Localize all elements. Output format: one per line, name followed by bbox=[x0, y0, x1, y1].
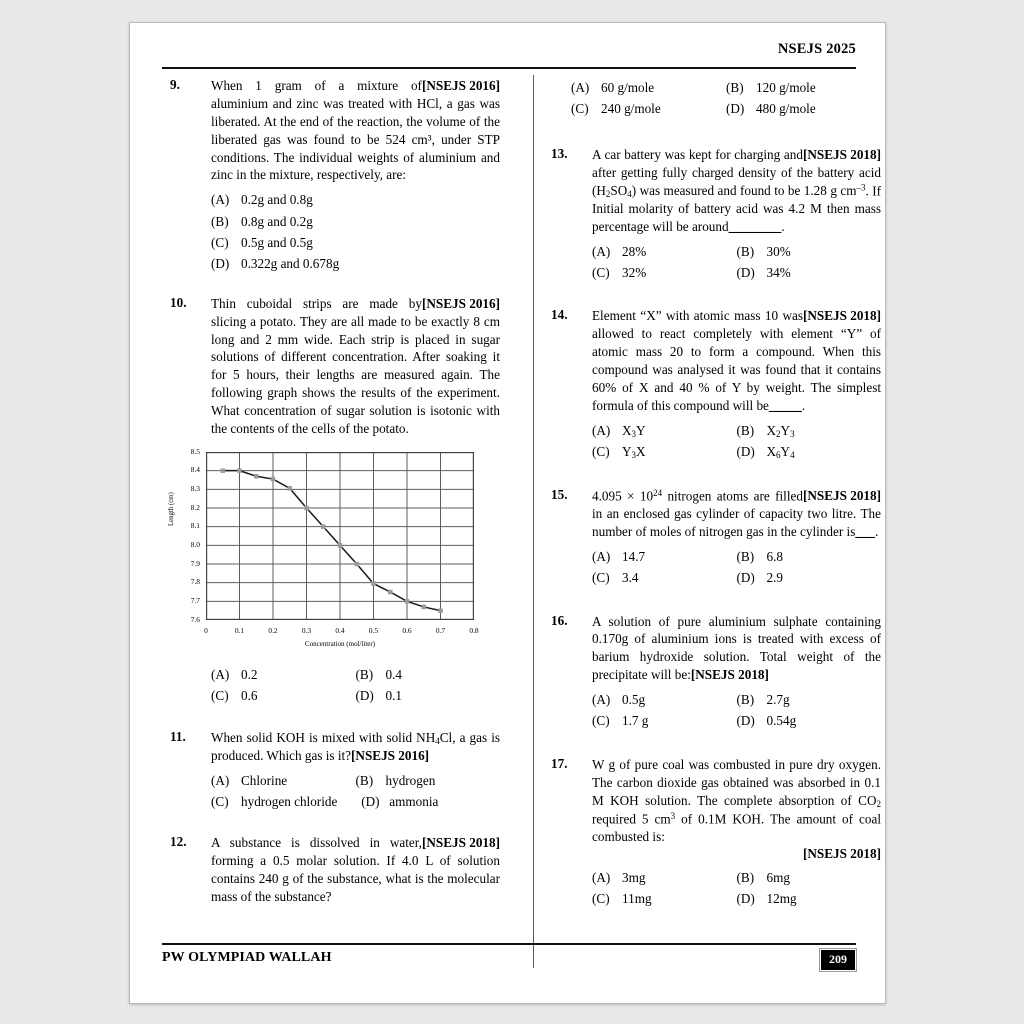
option-a[interactable] bbox=[592, 546, 737, 567]
option-text: 28% bbox=[622, 243, 647, 259]
option-key: (C) bbox=[211, 235, 229, 250]
options-list bbox=[592, 867, 881, 910]
option-row bbox=[592, 441, 881, 463]
exam-tag: [NSEJS 2018] bbox=[802, 146, 881, 162]
answer-blank: _____ bbox=[768, 397, 802, 413]
option-key: (A) bbox=[592, 548, 611, 564]
question-14 bbox=[551, 307, 881, 462]
question-12 bbox=[170, 834, 500, 906]
option-row bbox=[211, 685, 500, 706]
chart-y-tick-label: 7.9 bbox=[190, 558, 200, 568]
option-key: (B) bbox=[736, 869, 755, 885]
question-body-part1: W g of pure coal was combusted in pure dry oxygen. The carbon dioxide gas obtained was absorbed in 0.1 M KOH solution. The complete absorption of CO bbox=[592, 756, 881, 808]
option-key: (A) bbox=[571, 80, 590, 95]
option-row bbox=[592, 888, 881, 909]
question-text bbox=[211, 295, 500, 438]
question-body-text: Thin cuboidal strips are made by slicing a potato. They are all made to be exactly 8 cm long and 2 mm wide. Each strip is placed in sugar solutions of different concentration. After soaking it for 5 hours, their lengths are measured again. The following graph shows the results of the experiment. What concentration of sugar solution is isotonic with the contents of the cells of the potato. bbox=[211, 295, 500, 436]
exponent: 24 bbox=[653, 487, 663, 498]
question-body-text-part1: When solid KOH is mixed with solid NH bbox=[211, 729, 436, 745]
option-text: 120 g/mole bbox=[756, 80, 816, 95]
page-title: NSEJS 2025 bbox=[777, 41, 856, 57]
option-row bbox=[592, 867, 881, 888]
options-list bbox=[592, 420, 881, 463]
question-body-text: A solution of pure aluminium sulphate containing 0.170g of aluminium ions is treated with excess of barium hydroxide solution. Total weight of the precipitate will be: bbox=[592, 613, 881, 683]
exam-tag: [NSEJS 2018] bbox=[802, 845, 881, 861]
exam-tag: [NSEJS 2016] bbox=[421, 295, 500, 311]
option-key: (B) bbox=[736, 243, 755, 259]
question-number: 13. bbox=[551, 145, 568, 161]
question-17 bbox=[551, 756, 881, 910]
question-number: 9. bbox=[170, 77, 180, 92]
option-text: hydrogen bbox=[385, 772, 436, 788]
option-key: (D) bbox=[726, 101, 745, 117]
question-body-part3: of 0.1M KOH. The amount of coal combusted is: bbox=[592, 810, 882, 844]
option-key: (C) bbox=[211, 688, 229, 704]
option-a[interactable] bbox=[211, 770, 356, 791]
option-b[interactable] bbox=[737, 867, 882, 888]
option-d[interactable] bbox=[356, 685, 501, 706]
option-key: (C) bbox=[592, 265, 610, 281]
option-key: (D) bbox=[736, 713, 755, 729]
option-row bbox=[211, 770, 500, 791]
question-11 bbox=[170, 729, 500, 813]
chart-plot-area bbox=[206, 452, 474, 620]
option-key: (D) bbox=[736, 890, 755, 906]
exam-tag: [NSEJS 2018] bbox=[690, 667, 769, 683]
question-number: 12. bbox=[170, 834, 187, 850]
option-a[interactable] bbox=[211, 664, 356, 685]
question-body-line2: . If Initial molarity of battery acid was 4.2 M then mass percentage will be around bbox=[592, 182, 881, 234]
question-text bbox=[592, 146, 881, 236]
formula-subscript: 4 bbox=[627, 188, 632, 199]
option-c[interactable] bbox=[592, 888, 737, 909]
option-b[interactable] bbox=[737, 689, 882, 710]
footer-brand: PW OLYMPIAD WALLAH bbox=[162, 950, 332, 965]
header-divider bbox=[162, 67, 856, 69]
question-9 bbox=[170, 77, 500, 275]
option-text: 0.54g bbox=[766, 713, 797, 729]
option-row bbox=[592, 546, 881, 567]
option-row bbox=[592, 710, 881, 731]
option-key: (D) bbox=[361, 793, 380, 809]
answer-blank: ________ bbox=[728, 218, 782, 234]
option-key: (A) bbox=[211, 772, 230, 788]
formula-superscript: –3 bbox=[856, 182, 866, 193]
option-key: (D) bbox=[736, 265, 755, 281]
options-list bbox=[211, 664, 500, 707]
option-key: (A) bbox=[211, 666, 230, 682]
option-text: 0.6 bbox=[241, 688, 258, 704]
column-divider bbox=[533, 75, 534, 968]
option-key: (A) bbox=[592, 692, 611, 707]
question-number: 15. bbox=[551, 486, 568, 502]
option-text: 30% bbox=[766, 243, 791, 259]
option-d[interactable] bbox=[737, 262, 882, 283]
option-text: 32% bbox=[622, 265, 647, 281]
option-a[interactable] bbox=[571, 77, 726, 98]
formula-h2so4: $(H_2SO_4)$ was measured and found to be 1.28 g $cm^{-3}$ bbox=[592, 182, 866, 199]
option-row bbox=[592, 241, 881, 262]
option-key: (A) bbox=[211, 192, 230, 208]
chart-y-tick-label: 8.1 bbox=[190, 521, 200, 531]
option-formula: $Y_3X$ bbox=[622, 444, 646, 461]
question-16 bbox=[551, 613, 881, 732]
option-row bbox=[571, 77, 881, 98]
option-row bbox=[592, 689, 881, 710]
options-list bbox=[592, 241, 881, 284]
question-body-line1: A car battery was kept for charging and after getting fully charged density of the battery acid bbox=[592, 146, 881, 180]
option-text: 2.9 bbox=[766, 570, 783, 586]
question-13 bbox=[551, 146, 881, 284]
option-c[interactable] bbox=[211, 791, 361, 812]
option-text: ammonia bbox=[389, 793, 439, 809]
options-list bbox=[571, 77, 881, 120]
question-body-text: Element “X” with atomic mass 10 was allowed to react completely with element “Y” of atomic mass 20 to form a compound. When this compound was analysed it was found that it contains 60% of X and 40 % of Y by weight. The simplest formula of this compound will be bbox=[592, 308, 881, 413]
option-text: 34% bbox=[766, 265, 791, 281]
option-c[interactable] bbox=[592, 567, 737, 588]
option-text: 240 g/mole bbox=[601, 101, 661, 117]
option-a[interactable] bbox=[211, 189, 500, 210]
option-formula: $X_2Y_3$ bbox=[766, 422, 795, 439]
option-b[interactable] bbox=[737, 546, 882, 567]
option-text: 0.8g and 0.2g bbox=[241, 213, 313, 229]
option-c[interactable] bbox=[592, 710, 737, 731]
option-text: 6.8 bbox=[766, 548, 783, 564]
option-text: 3mg bbox=[622, 869, 646, 885]
left-column bbox=[170, 77, 500, 923]
exam-tag: [NSEJS 2018] bbox=[802, 487, 881, 503]
question-number: 10. bbox=[170, 294, 187, 310]
option-formula: $X_6Y_4$ bbox=[766, 444, 795, 461]
exam-tag: [NSEJS 2016] bbox=[421, 78, 500, 93]
question-body-text: When 1 gram of a mixture of aluminium and zinc was treated with HCl, a gas was liberated. At the end of the reaction, the volume of the liberated gas was found to be 524 cm³, under STP conditions. The individual weights of aluminium and zinc in the mixture, respectively, are: bbox=[211, 78, 500, 183]
option-d[interactable] bbox=[211, 253, 500, 274]
right-column bbox=[551, 77, 881, 926]
option-b[interactable] bbox=[726, 77, 881, 98]
chart-x-tick-label: 0.1 bbox=[234, 625, 245, 635]
answer-blank: ___ bbox=[855, 523, 876, 539]
option-key: (A) bbox=[592, 243, 611, 259]
chart-y-tick-label: 7.7 bbox=[190, 596, 200, 606]
chart-x-axis-label: Concentration (mol/liter) bbox=[304, 639, 376, 648]
option-b[interactable] bbox=[356, 664, 501, 685]
footer-divider bbox=[162, 943, 856, 945]
chart-x-tick-label: 0.8 bbox=[469, 625, 479, 635]
option-a[interactable] bbox=[592, 689, 737, 710]
exam-tag: [NSEJS 2018] bbox=[802, 308, 881, 324]
question-text bbox=[211, 729, 500, 765]
option-text: 60 g/mole bbox=[601, 80, 655, 95]
option-b[interactable] bbox=[211, 211, 500, 232]
option-text: 0.5g and 0.5g bbox=[241, 235, 313, 250]
formula-subscript: 4 bbox=[435, 735, 440, 746]
options-list bbox=[211, 770, 500, 813]
question-text bbox=[592, 487, 881, 541]
options-list bbox=[592, 689, 881, 732]
question-text bbox=[211, 834, 500, 906]
option-text: 1.7 g bbox=[622, 713, 649, 729]
option-c[interactable] bbox=[592, 441, 737, 463]
chart-x-tick-label: 0.2 bbox=[268, 625, 278, 635]
option-text: 3.4 bbox=[622, 570, 639, 586]
options-list bbox=[592, 546, 881, 589]
question-text bbox=[592, 756, 881, 863]
page-number-badge: 209 bbox=[820, 949, 856, 971]
chart-y-ticks bbox=[178, 448, 200, 628]
option-text: hydrogen chloride bbox=[241, 793, 338, 809]
option-key: (C) bbox=[592, 570, 610, 586]
option-text: 0.4 bbox=[385, 666, 402, 682]
formula-subscript: 2 bbox=[605, 188, 611, 199]
chart-y-axis-label: Length (cm) bbox=[168, 491, 175, 526]
option-d[interactable] bbox=[737, 888, 882, 909]
option-key: (B) bbox=[736, 692, 755, 707]
page-sheet bbox=[129, 22, 886, 1004]
option-text: 0.322g and 0.678g bbox=[241, 256, 340, 272]
option-key: (C) bbox=[592, 444, 610, 460]
option-d[interactable] bbox=[726, 98, 881, 119]
option-text: 2.7g bbox=[766, 692, 790, 707]
question-12-options-continued bbox=[551, 77, 881, 120]
option-text: 480 g/mole bbox=[756, 101, 816, 117]
question-10 bbox=[170, 295, 500, 707]
chart-y-tick-label: 8.4 bbox=[190, 465, 200, 475]
option-key: (A) bbox=[592, 422, 611, 438]
option-d[interactable] bbox=[737, 710, 882, 731]
question-number: 17. bbox=[551, 755, 568, 771]
question-text bbox=[211, 77, 500, 184]
option-key: (D) bbox=[211, 256, 230, 272]
option-key: (D) bbox=[736, 444, 755, 460]
chart-x-tick-label: 0.4 bbox=[335, 625, 345, 635]
option-key: (C) bbox=[592, 713, 610, 729]
question-15 bbox=[551, 487, 881, 589]
option-key: (C) bbox=[211, 793, 229, 809]
unit-superscript: 3 bbox=[670, 810, 676, 821]
chart-x-tick-label: 0.5 bbox=[368, 625, 379, 635]
page-footer bbox=[162, 949, 856, 973]
option-text: 0.2 bbox=[241, 666, 258, 682]
option-d[interactable] bbox=[361, 791, 500, 812]
option-d[interactable] bbox=[737, 567, 882, 588]
option-key: (D) bbox=[355, 688, 374, 704]
option-key: (D) bbox=[736, 570, 755, 586]
option-key: (C) bbox=[592, 890, 610, 906]
option-text: 6mg bbox=[766, 869, 790, 885]
chart-x-tick-label: 0 bbox=[204, 625, 208, 635]
option-row bbox=[592, 420, 881, 442]
chart-y-tick-label: 8.3 bbox=[190, 484, 200, 494]
option-c[interactable] bbox=[592, 262, 737, 283]
option-a[interactable] bbox=[592, 241, 737, 262]
option-formula: $X_3Y$ bbox=[622, 422, 646, 439]
chart-x-ticks bbox=[204, 625, 479, 640]
formula-subscript: 2 bbox=[876, 798, 881, 809]
page-content bbox=[162, 41, 882, 985]
option-b[interactable] bbox=[737, 241, 882, 262]
option-a[interactable] bbox=[592, 420, 737, 442]
option-c[interactable] bbox=[211, 232, 500, 253]
question-body-prefix: 4.095 × 10 bbox=[592, 488, 654, 504]
question-body-text-part2: Cl, a gas is produced. Which gas is it? bbox=[211, 729, 500, 763]
blank-period: . bbox=[781, 218, 785, 234]
option-text: Chlorine bbox=[241, 772, 288, 788]
option-key: (B) bbox=[736, 422, 755, 438]
option-key: (B) bbox=[211, 213, 229, 229]
blank-period: . bbox=[875, 523, 879, 539]
chart-y-tick-label: 7.8 bbox=[190, 577, 200, 587]
option-c[interactable] bbox=[571, 98, 726, 119]
chart-x-tick-label: 0.6 bbox=[402, 625, 412, 635]
option-b[interactable] bbox=[737, 420, 882, 442]
question-body-text: A substance is dissolved in water, forming a 0.5 molar solution. If 4.0 L of solution contains 240 g of the substance, what is the molecular mass of the substance? bbox=[211, 835, 500, 904]
question-body-text: nitrogen atoms are filled in an enclosed gas cylinder of capacity two litre. The number of moles of nitrogen gas in the cylinder is bbox=[592, 488, 881, 539]
chart-y-tick-label: 7.6 bbox=[190, 614, 200, 624]
option-text: 0.5g bbox=[622, 692, 646, 707]
option-text: 11mg bbox=[622, 890, 652, 906]
chart-y-tick-label: 8.2 bbox=[190, 502, 200, 512]
exam-tag: [NSEJS 2018] bbox=[421, 835, 500, 851]
chart-x-tick-label: 0.3 bbox=[301, 625, 312, 635]
option-key: (B) bbox=[355, 772, 374, 788]
exam-tag: [NSEJS 2016] bbox=[351, 747, 430, 763]
option-d[interactable] bbox=[737, 441, 882, 463]
question-text bbox=[592, 613, 881, 685]
question-text bbox=[592, 307, 881, 414]
chart-y-tick-label: 8.5 bbox=[190, 446, 200, 456]
option-text: 0.1 bbox=[385, 688, 402, 704]
option-b[interactable] bbox=[356, 770, 501, 791]
question-number: 16. bbox=[551, 612, 568, 628]
option-c[interactable] bbox=[211, 685, 356, 706]
option-key: (B) bbox=[355, 666, 374, 682]
option-text: 14.7 bbox=[622, 548, 646, 564]
question-number: 11. bbox=[170, 728, 186, 744]
options-list bbox=[211, 189, 500, 275]
chart-x-tick-label: 0.7 bbox=[435, 625, 446, 635]
option-key: (B) bbox=[726, 80, 744, 95]
blank-period: . bbox=[801, 397, 806, 413]
option-text: 0.2g and 0.8g bbox=[241, 192, 313, 208]
chart-y-tick-label: 8.0 bbox=[190, 540, 200, 550]
option-row bbox=[592, 262, 881, 283]
option-row bbox=[211, 791, 500, 812]
option-a[interactable] bbox=[592, 867, 737, 888]
option-row bbox=[571, 98, 881, 119]
option-row bbox=[592, 567, 881, 588]
option-row bbox=[211, 664, 500, 685]
option-key: (B) bbox=[736, 548, 755, 564]
option-key: (A) bbox=[592, 869, 611, 885]
option-text: 12mg bbox=[766, 890, 797, 906]
option-key: (C) bbox=[571, 101, 589, 117]
question-number: 14. bbox=[551, 307, 568, 323]
potato-length-chart bbox=[170, 448, 490, 655]
page-header bbox=[162, 41, 856, 75]
question-body-part2: required 5 cm bbox=[592, 810, 671, 826]
